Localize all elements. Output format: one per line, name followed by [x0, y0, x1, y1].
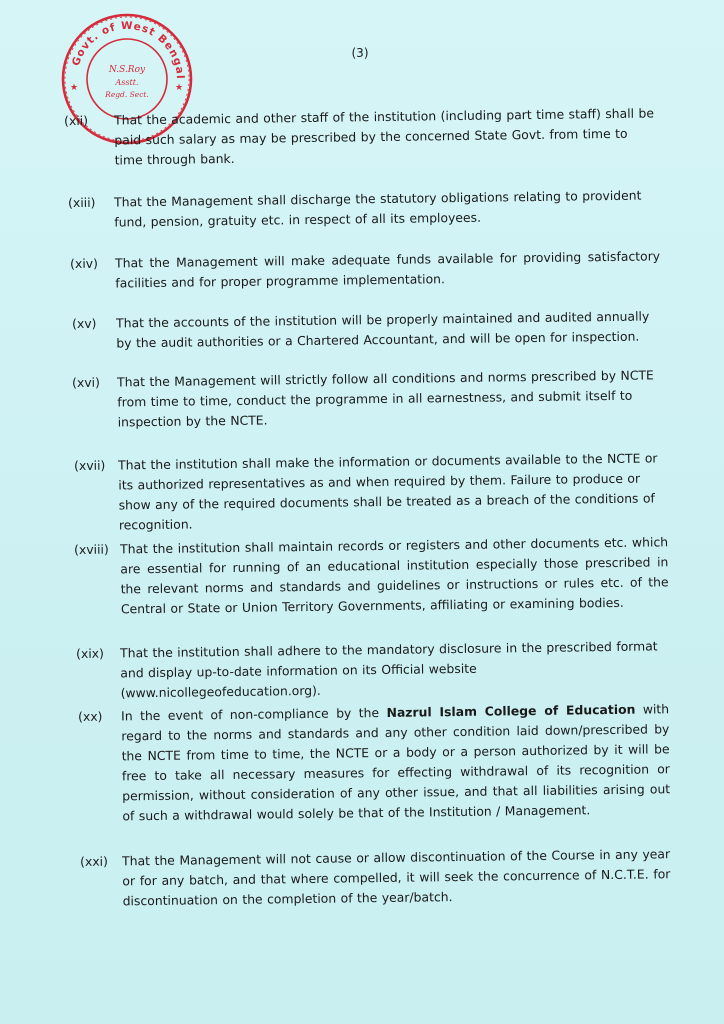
stamp-line-1: N.S.Roy — [108, 65, 146, 75]
clause-number: (xiv) — [70, 255, 98, 272]
clause-xiv — [0, 246, 724, 291]
clause-text: That the Management will strictly follow all conditions and norms prescribed by NCTE from time to time, conduct the programme in all earnestness, and submit itself to inspection by the NCTE. — [117, 367, 654, 430]
college-name: Nazrul Islam College of Education — [386, 701, 636, 720]
svg-text:★: ★ — [70, 83, 79, 93]
clause-text-before: In the event of non-compliance by the — [121, 704, 387, 724]
clause-text: That the Management will make adequate funds available for providing satisfactory facilities and for proper programme implementation. — [115, 248, 661, 291]
clause-xiii — [0, 185, 724, 230]
clause-text: That the academic and other staff of the institution (including part time staff) shall be paid such salary as may be prescribed by the concerned State Govt. from time to time through bank. — [114, 105, 655, 168]
clause-xxi — [0, 844, 724, 909]
clause-number: (xiii) — [68, 194, 96, 211]
clause-text: That the institution shall make the information or documents available to the NCTE or its authorized representatives as and when required by them. Failure to produce or show any of the required documents shall be treated as a breach of the conditions of recognition. — [118, 450, 658, 533]
clause-number: (xix) — [76, 645, 104, 662]
clause-text: That the accounts of the institution will be properly maintained and audited annually by the audit authorities or a Chartered Accountant, and will be open for inspection. — [116, 308, 650, 351]
page-number: (3) — [351, 46, 369, 60]
clause-xix — [0, 636, 724, 701]
svg-text:★: ★ — [175, 83, 184, 93]
clause-xv — [0, 306, 724, 351]
clause-number: (xviii) — [74, 541, 109, 558]
clause-number: (xx) — [78, 708, 103, 724]
clause-number: (xxi) — [80, 853, 108, 869]
clause-text: That the institution shall adhere to the mandatory disclosure in the prescribed format and display up-to-date information on its Official website (www.nicollegeofeducation.org). — [120, 638, 658, 701]
clause-number: (xv) — [72, 315, 97, 332]
clause-text: That the Management shall discharge the statutory obligations relating to provident fund, pension, gratuity etc. in respect of all its employees. — [114, 187, 642, 230]
stamp-ring-text: Govt. of West Bengal — [69, 19, 187, 80]
clause-number: (xvi) — [72, 374, 100, 391]
clause-xvi — [0, 365, 724, 430]
clause-number: (xii) — [64, 112, 89, 129]
stamp-line-3: Regd. Sect. — [105, 90, 149, 99]
clause-text-after: with regard to the norms and standards and any other condition laid down/prescribed by the NCTE from time to time, the NCTE or a body or a person authorized by it will be free to take all necessary measures for effecting withdrawal of its recognition or permission, without consideration of any other issue, and that all liabilities arising out of such a withdrawal would solely be that of the Institution / Management. — [121, 701, 671, 824]
clause-text: That the Management will not cause or allow discontinuation of the Course in any year or for any batch, and that where compelled, it will seek the concurrence of N.C.T.E. for discontinuation on the completion of the year/batch. — [122, 846, 671, 909]
clause-text — [121, 699, 671, 826]
clause-number: (xvii) — [74, 457, 106, 474]
stamp-line-2: Asstt. — [115, 78, 139, 87]
clause-xviii — [0, 532, 724, 617]
clause-xvii — [0, 448, 724, 533]
clause-text: That the institution shall maintain records or registers and other documents etc. which are essential for running of an educational institution especially those prescribed in the relevant norms and standards and guidelines or instructions or rules etc. of the Central or State or Union Territory Governments, affiliating or examining bodies. — [120, 534, 669, 617]
